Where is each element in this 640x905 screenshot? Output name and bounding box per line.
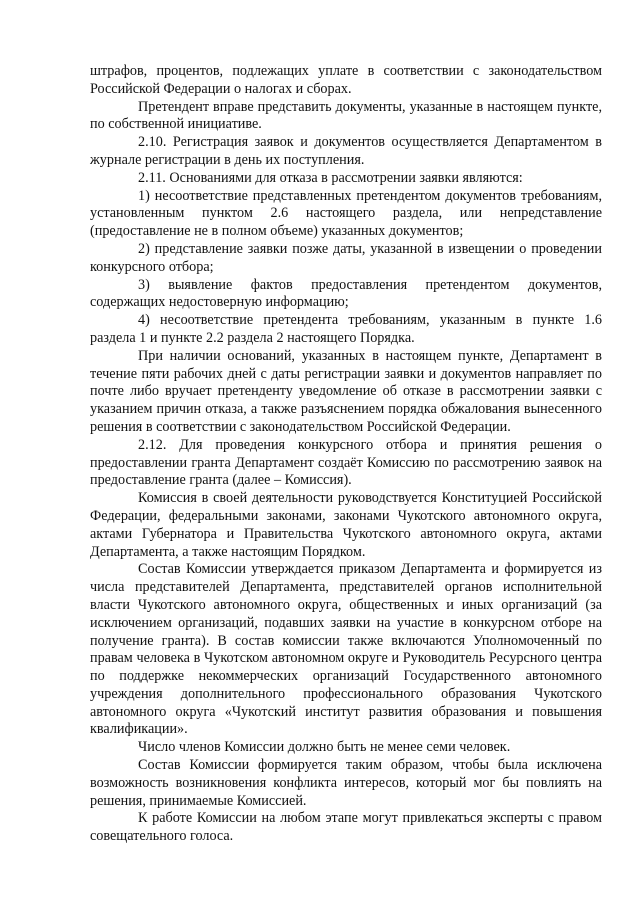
paragraph: Число членов Комиссии должно быть не менее семи человек. xyxy=(138,739,511,756)
paragraph: Состав Комиссии формируется таким образом, чтобы была исключена возможность возникновения конфликта интересов, который мог бы повлиять на решения, принимаемые Комиссией. xyxy=(90,757,602,809)
document-body xyxy=(90,63,602,846)
paragraph: К работе Комиссии на любом этапе могут привлекаться эксперты с правом совещательного голоса. xyxy=(90,810,602,845)
list-item-2: 2) представление заявки позже даты, указанной в извещении о проведении конкурсного отбора; xyxy=(90,240,602,275)
paragraph-2-12: 2.12. Для проведения конкурсного отбора и принятия решения о предоставлении гранта Департамент создаёт Комиссию по рассмотрению заявок на предоставление гранта (далее – Комиссия). xyxy=(90,436,602,489)
paragraph: Претендент вправе представить документы, указанные в настоящем пункте, по собственной инициативе. xyxy=(90,98,602,133)
paragraph-2-10: 2.10. Регистрация заявок и документов осуществляется Департаментом в журнале регистрации в день их поступления. xyxy=(90,134,602,168)
list-item-4: 4) несоответствие претендента требованиям, указанным в пункте 1.6 раздела 1 и пункте 2.2 раздела 2 настоящего Порядка. xyxy=(90,312,602,346)
list-item-1: 1) несоответствие представленных претендентом документов требованиям, установленным пунктом 2.6 настоящего раздела, или непредставление (предоставление не в полном объеме) указанных документов; xyxy=(90,187,602,240)
paragraph: Состав Комиссии утверждается приказом Департамента и формируется из числа представителей Департамента, представителей органов исполнительной власти Чукотского автономного округа, общественных и иных организаций (за исключением организаций, подавших заявки на участие в конкурсном отборе на получение гранта). В состав комиссии также включаются Уполномоченный по правам человека в Чукотском автономном округе и Руководитель Ресурсного центра по поддержке некоммерческих организаций Государственного автономного учреждения дополнительного профессионального образования Чукотского автономного округа «Чукотский институт развития образования и повышения квалификации». xyxy=(90,561,602,738)
list-item-3: 3) выявление фактов предоставления претендентом документов, содержащих недостоверную информацию; xyxy=(90,276,602,311)
paragraph: Комиссия в своей деятельности руководствуется Конституцией Российской Федерации, федеральными законами, законами Чукотского автономного округа, актами Губернатора и Правительства Чукотского автономного округа, актами Департамента, а также настоящим Порядком. xyxy=(90,490,602,560)
paragraph-2-11: 2.11. Основаниями для отказа в рассмотрении заявки являются: xyxy=(138,169,523,186)
paragraph-continuation: штрафов, процентов, подлежащих уплате в соответствии с законодательством Российской Федерации о налогах и сборах. xyxy=(90,63,602,97)
paragraph: При наличии оснований, указанных в настоящем пункте, Департамент в течение пяти рабочих дней с даты регистрации заявки и документов направляет по почте либо вручает претенденту уведомление об отказе в рассмотрении заявки с указанием причин отказа, а также разъяснением порядка обжалования вынесенного решения в соответствии с законодательством Российской Федерации. xyxy=(90,347,602,435)
